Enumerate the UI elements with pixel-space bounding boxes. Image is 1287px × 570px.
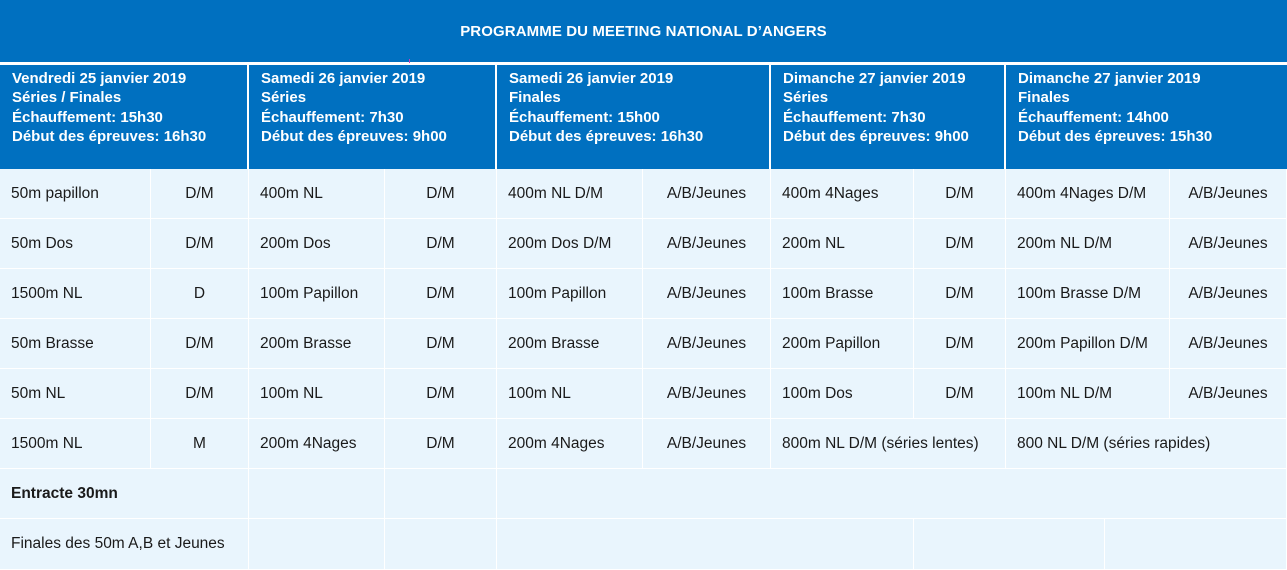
header-session-type: Séries	[261, 89, 307, 107]
event-name: 50m Brasse	[0, 319, 151, 369]
event-category: A/B/Jeunes	[643, 369, 771, 419]
empty-cell	[497, 469, 1287, 519]
event-name: 200m Papillon	[771, 319, 914, 369]
event-name: 100m Papillon	[497, 269, 643, 319]
empty-cell	[385, 519, 497, 570]
header-session-type: Séries / Finales	[12, 89, 122, 107]
empty-cell	[1105, 519, 1287, 570]
event-category: A/B/Jeunes	[643, 419, 771, 469]
event-name: 1500m NL	[0, 269, 151, 319]
event-name: 200m Brasse	[497, 319, 643, 369]
event-name: 200m Papillon D/M	[1006, 319, 1170, 369]
event-category: D/M	[385, 419, 497, 469]
event-name: 50m Dos	[0, 219, 151, 269]
event-name: 800m NL D/M (séries lentes)	[771, 419, 1006, 469]
event-name: 200m 4Nages	[249, 419, 385, 469]
event-category: A/B/Jeunes	[1170, 369, 1287, 419]
event-name: 50m NL	[0, 369, 151, 419]
event-category: A/B/Jeunes	[1170, 269, 1287, 319]
program-table	[0, 169, 1287, 570]
header-start: Début des épreuves: 15h30	[1018, 127, 1213, 145]
event-name: 100m NL D/M	[1006, 369, 1170, 419]
empty-cell	[249, 519, 385, 570]
header-saturday-series	[249, 65, 497, 169]
header-day: Dimanche 27 janvier 2019	[783, 70, 966, 87]
event-category: D/M	[914, 269, 1006, 319]
empty-cell	[249, 469, 385, 519]
header-session-type: Finales	[1018, 89, 1070, 107]
header-start: Début des épreuves: 9h00	[783, 127, 969, 145]
empty-cell	[914, 519, 1105, 570]
event-category: A/B/Jeunes	[1170, 169, 1287, 219]
event-name: 100m NL	[497, 369, 643, 419]
event-name: 200m Dos D/M	[497, 219, 643, 269]
event-category: D/M	[914, 369, 1006, 419]
event-category: D/M	[914, 219, 1006, 269]
header-sunday-series	[771, 65, 1006, 169]
event-name: 200m Brasse	[249, 319, 385, 369]
event-category: A/B/Jeunes	[643, 219, 771, 269]
event-category: M	[151, 419, 249, 469]
event-name: 100m Papillon	[249, 269, 385, 319]
event-name: 100m Dos	[771, 369, 914, 419]
header-sunday-finals	[1006, 65, 1287, 169]
event-category: D/M	[914, 169, 1006, 219]
header-warmup: Échauffement: 7h30	[261, 108, 404, 126]
header-start: Début des épreuves: 16h30	[12, 127, 207, 145]
event-name: 400m NL D/M	[497, 169, 643, 219]
event-name: 50m papillon	[0, 169, 151, 219]
header-warmup: Échauffement: 15h30	[12, 108, 163, 126]
page-title: PROGRAMME DU MEETING NATIONAL D’ANGERS	[0, 0, 1287, 62]
header-day: Samedi 26 janvier 2019	[261, 70, 426, 87]
event-category: D/M	[151, 169, 249, 219]
event-category: D/M	[385, 319, 497, 369]
event-name: 1500m NL	[0, 419, 151, 469]
event-category: A/B/Jeunes	[1170, 219, 1287, 269]
event-category: D/M	[385, 169, 497, 219]
event-category: A/B/Jeunes	[643, 169, 771, 219]
empty-cell	[385, 469, 497, 519]
event-name: 100m Brasse D/M	[1006, 269, 1170, 319]
event-category: D/M	[914, 319, 1006, 369]
event-name: 100m Brasse	[771, 269, 914, 319]
header-warmup: Échauffement: 7h30	[783, 108, 926, 126]
event-category: D/M	[151, 219, 249, 269]
event-name: 200m NL	[771, 219, 914, 269]
header-day: Dimanche 27 janvier 2019	[1018, 70, 1201, 87]
header-day: Samedi 26 janvier 2019	[509, 70, 674, 87]
event-category: D/M	[151, 369, 249, 419]
event-name: 200m Dos	[249, 219, 385, 269]
header-start: Début des épreuves: 9h00	[261, 127, 447, 145]
event-category: D/M	[151, 319, 249, 369]
event-category: A/B/Jeunes	[643, 319, 771, 369]
event-category: D/M	[385, 269, 497, 319]
event-name: 200m 4Nages	[497, 419, 643, 469]
event-category: D/M	[385, 219, 497, 269]
header-saturday-finals	[497, 65, 771, 169]
event-category: D	[151, 269, 249, 319]
header-warmup: Échauffement: 15h00	[509, 108, 660, 126]
header-friday	[0, 65, 249, 169]
event-name: 400m 4Nages	[771, 169, 914, 219]
header-session-type: Séries	[783, 89, 829, 107]
header-warmup: Échauffement: 14h00	[1018, 108, 1169, 126]
header-day: Vendredi 25 janvier 2019	[12, 70, 187, 87]
empty-cell	[497, 519, 914, 570]
event-category: D/M	[385, 369, 497, 419]
event-name: 800 NL D/M (séries rapides)	[1006, 419, 1287, 469]
event-name: 100m NL	[249, 369, 385, 419]
finales-50m-label: Finales des 50m A,B et Jeunes	[0, 519, 249, 570]
event-name: 400m 4Nages D/M	[1006, 169, 1170, 219]
divider-mark	[409, 59, 410, 63]
header-session-type: Finales	[509, 89, 561, 107]
event-category: A/B/Jeunes	[643, 269, 771, 319]
event-category: A/B/Jeunes	[1170, 319, 1287, 369]
event-name: 400m NL	[249, 169, 385, 219]
entracte-label: Entracte 30mn	[0, 469, 249, 519]
event-name: 200m NL D/M	[1006, 219, 1170, 269]
header-start: Début des épreuves: 16h30	[509, 127, 704, 145]
